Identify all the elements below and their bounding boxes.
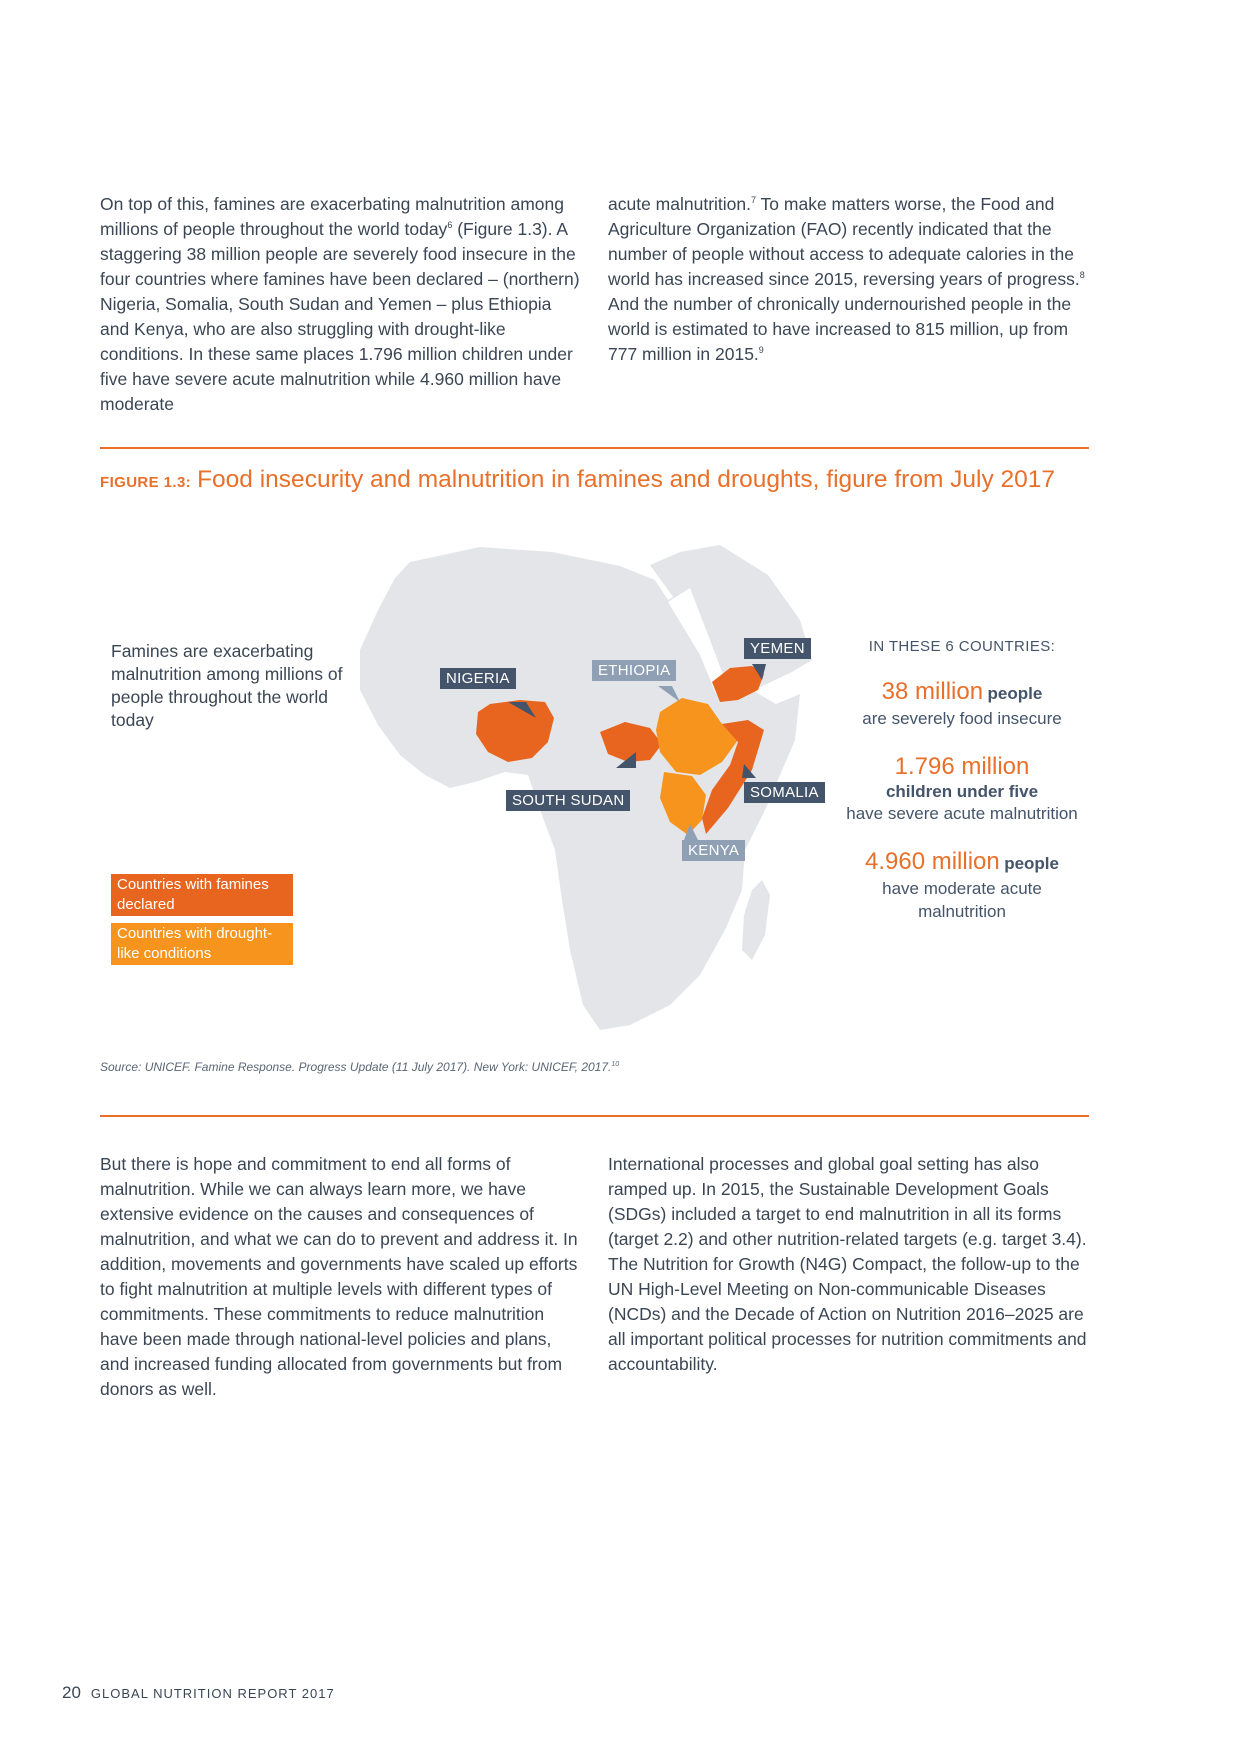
figure-source: Source: UNICEF. Famine Response. Progress Update (11 July 2017). New York: UNICEF, 2017.10 bbox=[100, 1060, 620, 1074]
stat-value: 1.796 million bbox=[894, 753, 1030, 780]
madagascar bbox=[742, 880, 770, 960]
footnote-ref[interactable]: 6 bbox=[447, 220, 453, 231]
label-somalia: SOMALIA bbox=[744, 782, 825, 803]
label-ethiopia: ETHIOPIA bbox=[592, 660, 676, 681]
stat-bold: children under five bbox=[885, 782, 1039, 801]
footnote-ref[interactable]: 8 bbox=[1079, 270, 1085, 281]
figure-label: FIGURE 1.3: bbox=[100, 474, 192, 491]
stat-severe-malnutrition bbox=[840, 752, 1084, 825]
stat-value: 4.960 million bbox=[865, 848, 1000, 875]
stats-panel bbox=[840, 638, 1084, 945]
stat-bold: people bbox=[987, 684, 1043, 703]
figure-title-text: Food insecurity and malnutrition in famines and droughts, figure from July 2017 bbox=[197, 466, 1056, 493]
stat-moderate-malnutrition bbox=[840, 847, 1084, 923]
footnote-ref[interactable]: 9 bbox=[758, 345, 764, 356]
legend-famine: Countries with famines declared bbox=[111, 874, 293, 916]
label-kenya: KENYA bbox=[682, 840, 745, 861]
footnote-ref[interactable]: 7 bbox=[751, 195, 757, 206]
figure-intro-text: Famines are exacerbating malnutrition among millions of people throughout the world today bbox=[111, 641, 343, 730]
intro-paragraph-right: acute malnutrition.$^7$ To make matters worse, the Food and Agriculture Organization (FAO) recently indicated that the number of people without access to adequate calories in the world has increased since 2015, reversing years of progress.$^8$ And the number of chronically undernourished people in the world is estimated to have increased to 815 million, up from 777 million in 2015.$^9$ bbox=[608, 194, 1085, 364]
stats-heading: IN THESE 6 COUNTRIES: bbox=[868, 638, 1056, 655]
page-footer bbox=[62, 1683, 335, 1703]
stat-text: have moderate acute malnutrition bbox=[882, 879, 1042, 921]
stat-text: have severe acute malnutrition bbox=[846, 804, 1078, 823]
stat-bold: people bbox=[1004, 854, 1059, 873]
stat-text: are severely food insecure bbox=[862, 709, 1062, 728]
label-yemen: YEMEN bbox=[744, 638, 811, 659]
footnote-ref[interactable]: 10 bbox=[611, 1061, 620, 1068]
intro-paragraph-left: On top of this, famines are exacerbating malnutrition among millions of people throughout the world today$^6$ (Figure 1.3). A staggering 38 million people are severely food insecure in the four countries where famines have been declared – (northern) Nigeria, Somalia, South Sudan and Yemen – plus Ethiopia and Kenya, who are also struggling with drought-like conditions. In these same places 1.796 million children under five have severe acute malnutrition while 4.960 million have moderate bbox=[100, 194, 580, 414]
label-south-sudan: SOUTH SUDAN bbox=[506, 790, 630, 811]
figure-bottom-rule bbox=[100, 1115, 1089, 1117]
stat-value: 38 million bbox=[881, 678, 984, 705]
label-nigeria: NIGERIA bbox=[440, 668, 516, 689]
stat-food-insecure bbox=[840, 677, 1084, 730]
legend-drought: Countries with drought-like conditions bbox=[111, 923, 293, 965]
page-number: 20 bbox=[62, 1683, 81, 1702]
body-paragraph-right: International processes and global goal setting has also ramped up. In 2015, the Sustainable Development Goals (SDGs) included a target to end malnutrition in all its forms (target 2.2) and other nutrition-related targets (e.g. target 3.4). The Nutrition for Growth (N4G) Compact, the follow-up to the UN High-Level Meeting on Non-communicable Diseases (NCDs) and the Decade of Action on Nutrition 2016–2025 are all important political processes for nutrition commitments and accountability. bbox=[608, 1154, 1087, 1374]
body-paragraph-left: But there is hope and commitment to end all forms of malnutrition. While we can always learn more, we have extensive evidence on the causes and consequences of malnutrition, and what we can do to prevent and address it. In addition, movements and governments have scaled up efforts to fight malnutrition at multiple levels with different types of commitments. These commitments to reduce malnutrition have been made through national-level policies and plans, and increased funding allocated from governments but from donors as well. bbox=[100, 1154, 578, 1399]
report-title: GLOBAL NUTRITION REPORT 2017 bbox=[90, 1686, 335, 1701]
